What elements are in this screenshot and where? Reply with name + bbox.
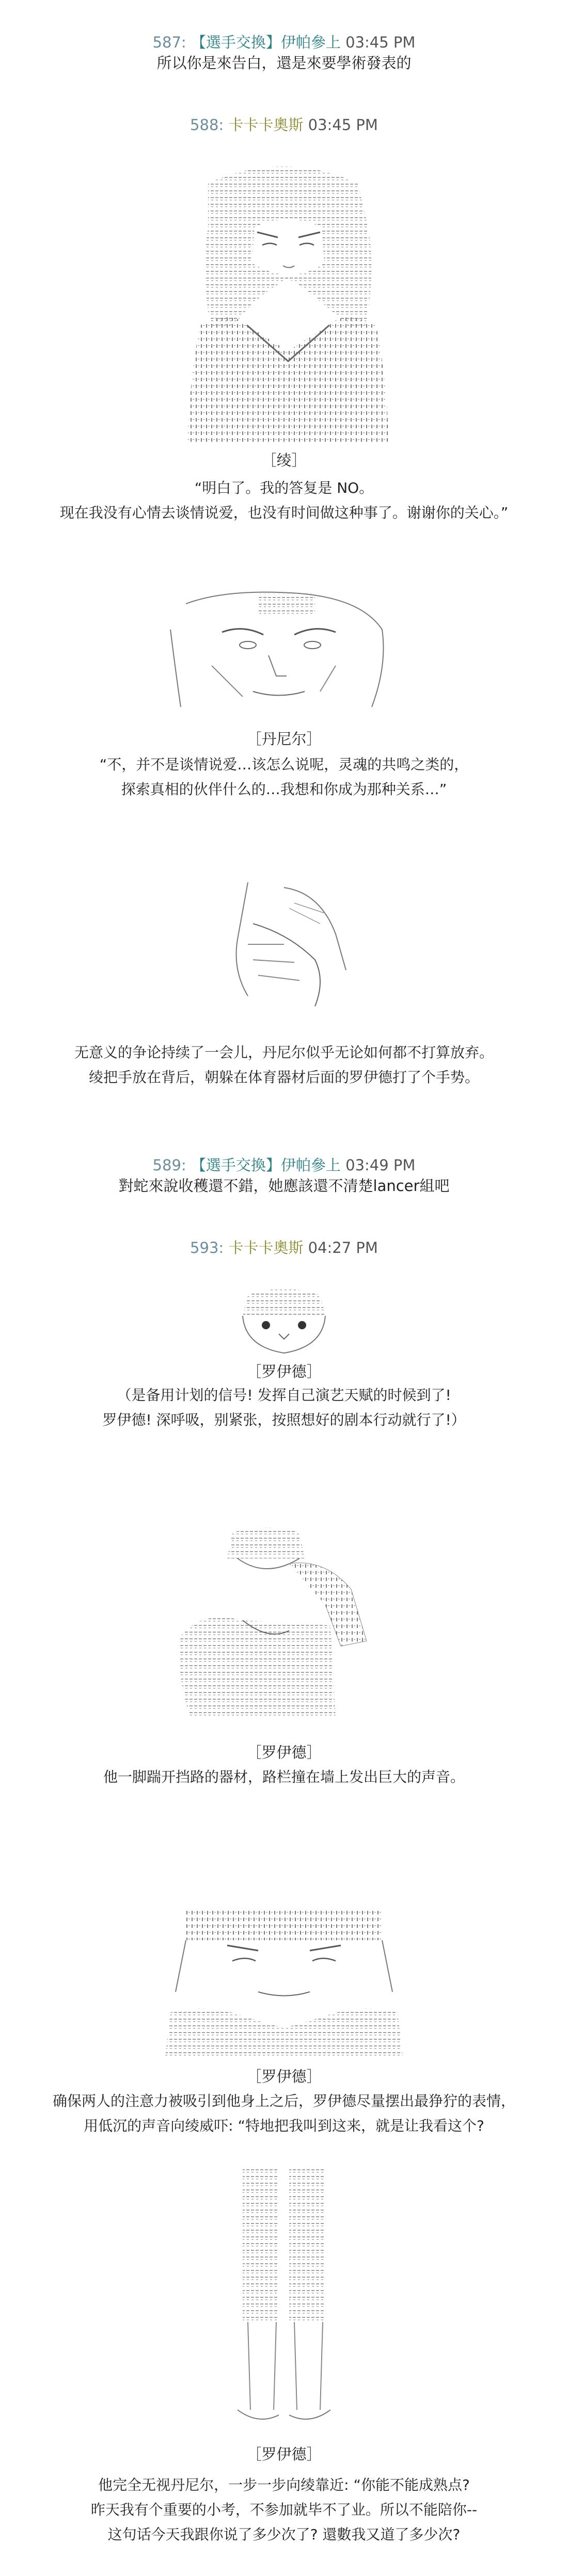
post-header: [0, 32, 568, 53]
post-author-link[interactable]: 【選手交換】伊帕參上: [191, 1156, 341, 1174]
speaker-caption: ［罗伊德］: [246, 1363, 322, 1380]
dialogue-line: （是备用计划的信号! 发挥自己演艺天赋的时候到了!: [117, 1387, 451, 1404]
narration-block-2: [0, 1765, 568, 1790]
post-time: 03:45 PM: [345, 34, 416, 51]
narration-line: 他一脚踹开挡路的器材，路栏撞在墙上发出巨大的声音。: [103, 1768, 465, 1785]
speaker-caption: ［罗伊德］: [246, 2068, 322, 2085]
dialogue-line: 他完全无视丹尼尔，一步一步向绫靠近: “你能不能成熟点?: [98, 2476, 470, 2493]
post-time: 03:49 PM: [345, 1156, 416, 1174]
post-593: [0, 1237, 568, 1258]
post-author: 卡卡卡奧斯: [228, 116, 304, 134]
post-588: [0, 115, 568, 135]
dialogue-line: 昨天我有个重要的小考，不参加就毕不了业。所以不能陪你--: [90, 2501, 478, 2518]
post-author-link[interactable]: 【選手交換】伊帕參上: [191, 34, 341, 51]
dialogue-line: 现在我没有心情去谈情说爱，也没有时间做这种事了。谢谢你的关心。”: [59, 504, 509, 521]
post-number: 589:: [152, 1156, 186, 1174]
narration-block-3: [0, 2089, 568, 2138]
speaker-caption: ［罗伊德］: [246, 2445, 322, 2463]
dialogue-block-3: [0, 1383, 568, 1432]
narration-line: 绫把手放在背后，朝躲在体育器材后面的罗伊德打了个手势。: [88, 1069, 479, 1086]
speaker-caption: ［丹尼尔］: [246, 730, 322, 748]
speaker-caption: ［罗伊德］: [246, 1744, 322, 1761]
narration-line: 无意义的争论持续了一会儿，丹尼尔似乎无论如何都不打算放弃。: [74, 1044, 494, 1061]
ascii-art-lloyd-menace: [155, 1909, 413, 2059]
ascii-art-legs: [227, 2167, 341, 2436]
ascii-art-daniel-face: [165, 588, 392, 712]
dialogue-line: 这句话今天我跟你说了多少次了? 還數我又道了多少次?: [107, 2526, 461, 2543]
post-number: 587:: [152, 34, 186, 51]
post-number: 588:: [190, 116, 224, 134]
narration-block-1: [0, 1040, 568, 1090]
post-author: 卡卡卡奧斯: [228, 1239, 304, 1257]
ascii-art-bust-svg: [159, 155, 417, 449]
post-589: [0, 1155, 568, 1196]
post-time: 04:27 PM: [308, 1239, 378, 1257]
ascii-art-hands: [217, 877, 351, 1022]
post-body: 所以你是來告白，還是來要學術發表的: [156, 54, 412, 72]
narration-line: 确保两人的注意力被吸引到他身上之后，罗伊德尽量摆出最狰狞的表情，: [52, 2092, 515, 2110]
ascii-art-lloyd-kick: [170, 1522, 398, 1729]
post-number: 593:: [190, 1239, 224, 1257]
post-time: 03:45 PM: [308, 116, 378, 134]
dialogue-line: “明白了。我的答复是 NO。: [194, 479, 374, 496]
post-body: 對蛇來說收穫還不錯，她應該還不清楚lancer組吧: [118, 1177, 450, 1195]
post-header: [0, 1237, 568, 1258]
post-header: [0, 1155, 568, 1176]
dialogue-line: “不，并不是谈情说爱…该怎么说呢，灵魂的共鸣之类的，: [99, 756, 469, 773]
dialogue-block-2: [0, 752, 568, 802]
dialogue-block-1: [0, 476, 568, 525]
ascii-art-lloyd-face: [232, 1285, 336, 1357]
dialogue-line: 罗伊德! 深呼吸，别紧张，按照想好的剧本行动就行了!）: [102, 1411, 466, 1428]
narration-line: 用低沉的声音向绫威吓: “特地把我叫到这来，就是让我看这个?: [84, 2117, 484, 2134]
ascii-art-character-bust: [159, 155, 417, 449]
post-587: [0, 32, 568, 73]
speaker-caption: ［绫］: [261, 452, 307, 469]
dialogue-line: 探索真相的伙伴什么的…我想和你成为那种关系…”: [121, 781, 447, 798]
post-header: [0, 115, 568, 135]
dialogue-block-4: [0, 2473, 568, 2547]
